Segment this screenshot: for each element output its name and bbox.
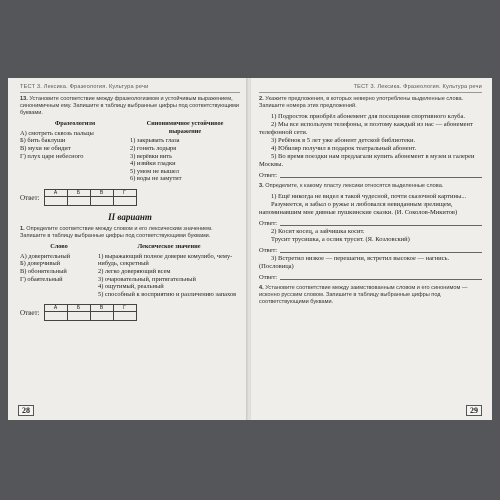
- list-item: 5) умом не вышел: [130, 167, 179, 175]
- list-item: А) доверительный: [20, 252, 71, 260]
- answer-label: Ответ:: [20, 308, 40, 317]
- task3-item: 2) Косит косец, а зайчишка косит.: [271, 228, 365, 236]
- list-item: Б) доверчивый: [20, 260, 61, 268]
- task2-answer-line[interactable]: Ответ:: [259, 170, 482, 179]
- task1-col1: [20, 243, 98, 298]
- list-item: В) мухи не обидит: [20, 145, 71, 153]
- list-item: 2) гонять лодыря: [130, 145, 177, 153]
- list-item: Б) бить баклуши: [20, 137, 66, 145]
- answer-letter: Б: [67, 190, 90, 197]
- answer-table: [44, 189, 137, 206]
- answer-letter: Г: [113, 305, 136, 312]
- task2-item: 4) Юбиляр получил в подарок театральный абонент.: [271, 145, 417, 153]
- list-item: 5) способный к восприятию и различению запахов: [98, 290, 237, 298]
- open-book: [8, 78, 492, 420]
- task2-item: 5) Во время поездки нам предлагали купить абонемент в музеи и галереи Москвы.: [259, 153, 475, 169]
- task13-columns: [20, 120, 240, 183]
- answer-cell[interactable]: [113, 312, 136, 321]
- task1-text: 1. Определите соответствие между словом и его лексическим значением. Запишите в таблицу выбранные цифры под соответствующими буквами.: [20, 226, 213, 240]
- list-item: 3) очаровательный, притягательный: [98, 275, 196, 283]
- task1-col2: [98, 243, 240, 298]
- task2-item: 1) Подросток приобрёл абонемент для посещения спортивного клуба.: [271, 113, 465, 121]
- task2-text: 2. Укажите предложения, в которых неверно употреблены выделенные слова. Запишите номера этих предложений.: [259, 96, 464, 110]
- answer-cell[interactable]: [90, 312, 113, 321]
- list-item: 4) извйки гладки: [130, 160, 176, 168]
- list-item: В) обонятельный: [20, 268, 67, 275]
- task3-item: 1) Ещё никогда не видел я такой чудесной, почти сказочной картины...: [271, 193, 467, 201]
- task13-col2-head: Синонимичное устойчивое выражение: [146, 120, 224, 135]
- task2-item: 3) Ребёнок в 5 лет уже абонент детской библиотеки.: [271, 137, 416, 145]
- left-page: [8, 78, 248, 420]
- task2-item: 2) Мы все используем телефоны, и поэтому каждый из нас — абонемент телефонной сети.: [259, 121, 473, 137]
- list-item: 1) выражающий полное доверие комулибо, чему-нибудь, секретный: [98, 252, 233, 268]
- task3-answer-line[interactable]: Ответ:: [259, 218, 482, 227]
- list-item: 2) легко доверяющий всем: [98, 268, 171, 275]
- answer-table: [44, 304, 137, 321]
- task3-item: Разумеется, я забыл о ружье и любовался невиданным зрелищем, напоминавшим мне дивные пушкинские сказки. (И. Соколов-Микитов): [259, 201, 458, 217]
- page-number-right: 29: [466, 405, 482, 416]
- list-item: Г) обаятельный: [20, 275, 63, 283]
- task3-item: Трусит трусишка, а ослик трусит. (Я. Козловский): [271, 236, 410, 244]
- task1-col2-head: Лексическое значение: [137, 243, 201, 251]
- task13-col2: [130, 120, 240, 183]
- answer-cell[interactable]: [44, 197, 67, 206]
- answer-letter: Г: [113, 190, 136, 197]
- task13-col1: [20, 120, 130, 183]
- list-item: 6) воды не замутит: [130, 175, 182, 183]
- answer-cell[interactable]: [113, 197, 136, 206]
- task13-text: 13. Установите соответствие между фразеологизмом и устойчивым выражением, синонимичным ему. Запишите в таблицу выбранные цифры под соответствующими буквами.: [20, 96, 240, 117]
- list-item: 1) закрывать глаза: [130, 137, 180, 145]
- page-number-left: 28: [18, 405, 34, 416]
- task1-col1-head: Слово: [50, 243, 68, 251]
- task1-answer: [20, 304, 240, 321]
- answer-label: Ответ:: [20, 193, 40, 202]
- task4-text: 4. Установите соответствие между заимствованным словом и его синонимом — исконно русским словом. Запишите в таблицу выбранные цифры под соответствующими буквами.: [259, 285, 468, 306]
- answer-letter: Б: [67, 305, 90, 312]
- task13-col1-head: Фразеологизм: [54, 120, 96, 128]
- list-item: А) смотреть сквозь пальцы: [20, 129, 94, 137]
- list-item: 3) верёвки вить: [130, 152, 173, 160]
- right-header: ТЕСТ 3. Лексика. Фразеология. Культура речи: [259, 84, 482, 93]
- answer-letter: В: [90, 190, 113, 197]
- answer-letter: А: [44, 190, 67, 197]
- answer-letter: А: [44, 305, 67, 312]
- answer-cell[interactable]: [67, 197, 90, 206]
- right-page: [251, 78, 492, 420]
- task13-answer: [20, 189, 240, 206]
- answer-cell[interactable]: [90, 197, 113, 206]
- left-header: ТЕСТ 3. Лексика. Фразеология. Культура речи: [20, 84, 240, 93]
- answer-cell[interactable]: [44, 312, 67, 321]
- list-item: Г) плух царе небесного: [20, 152, 84, 160]
- variant-title: II вариант: [108, 212, 152, 223]
- list-item: 4) ощутимый, реальный: [98, 283, 164, 291]
- answer-letter: В: [90, 305, 113, 312]
- task3-answer-line[interactable]: Ответ:: [259, 272, 482, 281]
- task3-answer-line[interactable]: Ответ:: [259, 245, 482, 254]
- task1-columns: [20, 243, 240, 298]
- answer-cell[interactable]: [67, 312, 90, 321]
- task3-item: 3) Встретил низкое — перешагни, встретил высокое — нагнись. (Пословица): [259, 255, 450, 271]
- task3-text: 3. Определите, к какому пласту лексики относятся выделенные слова.: [259, 183, 444, 190]
